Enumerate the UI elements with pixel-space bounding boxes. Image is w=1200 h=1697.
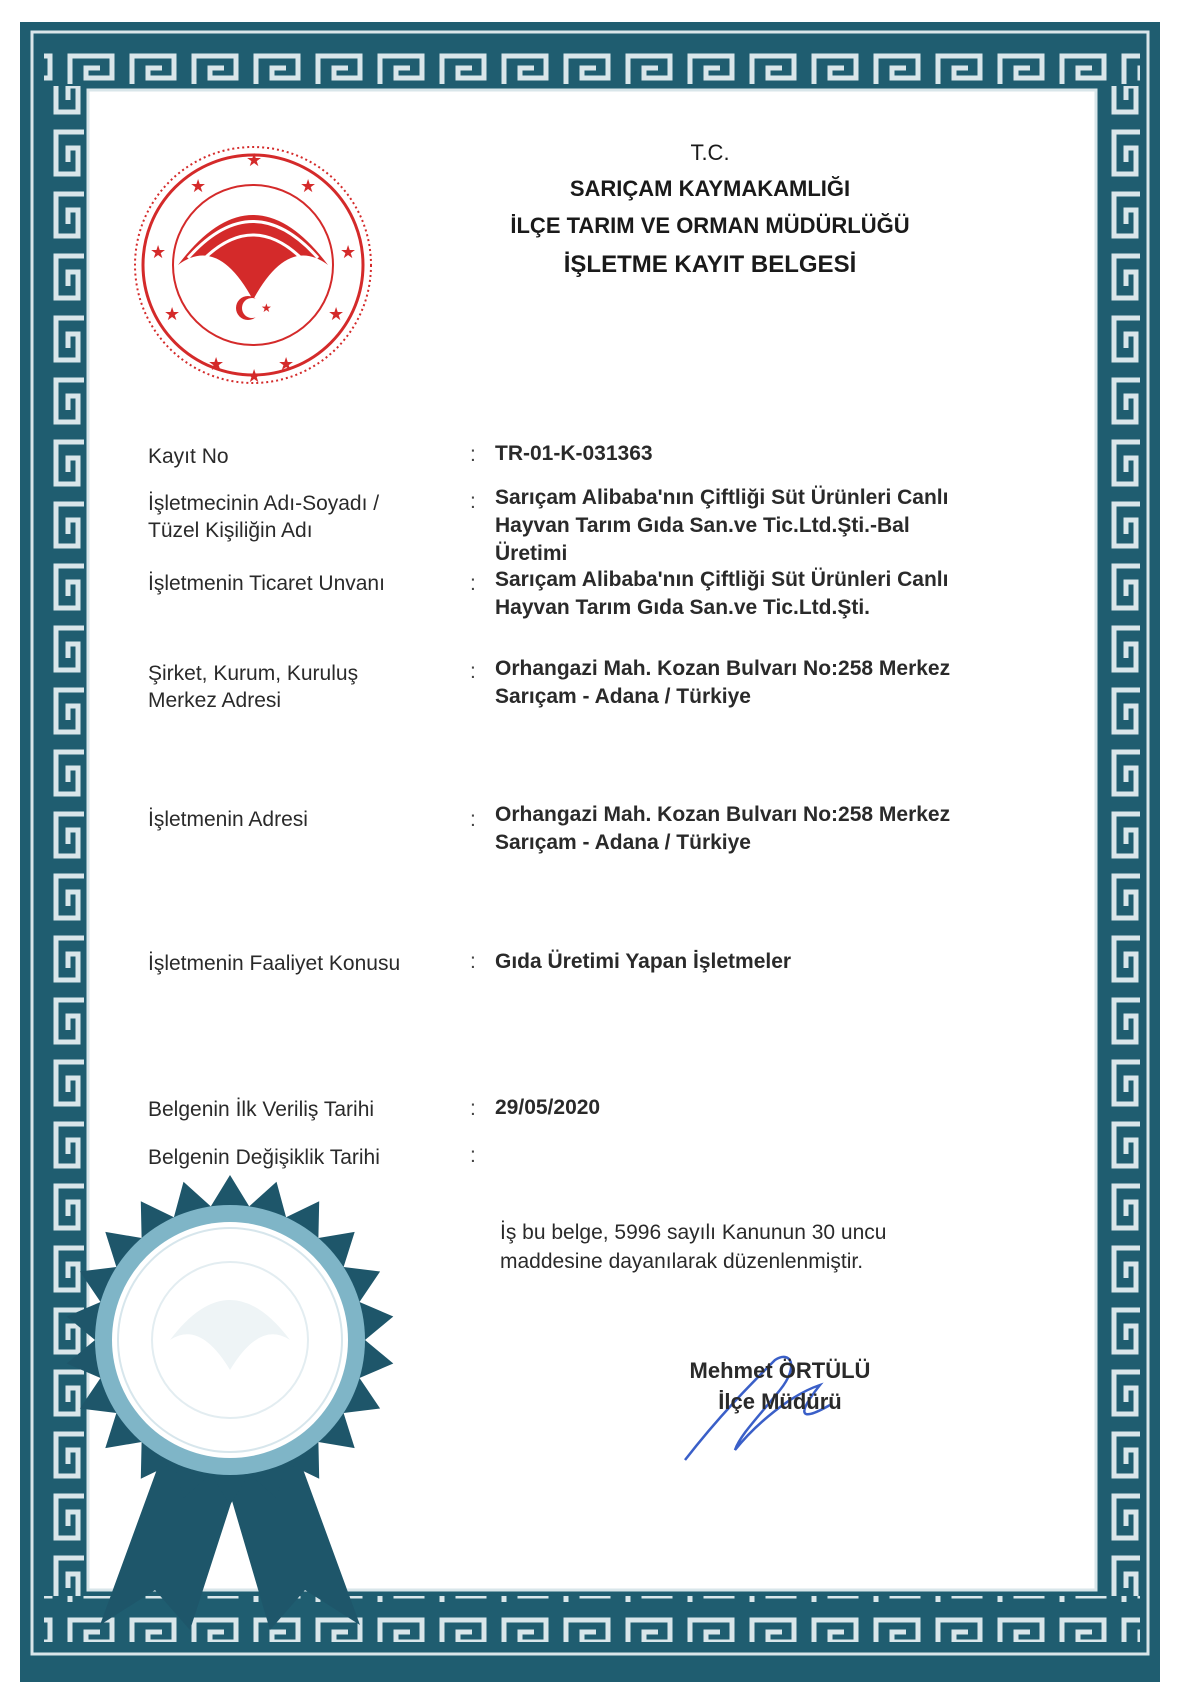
label-registration-no: Kayıt No	[148, 445, 229, 468]
value-operator-name	[495, 484, 1055, 568]
value-operator-name-line3: Üretimi	[495, 542, 568, 565]
value-business-address-line2: Sarıçam - Adana / Türkiye	[495, 831, 751, 854]
value-hq-address-line2: Sarıçam - Adana / Türkiye	[495, 685, 751, 708]
svg-text:★: ★	[300, 176, 317, 197]
svg-text:★: ★	[340, 242, 357, 263]
ministry-seal-logo	[128, 140, 378, 390]
svg-text:★: ★	[150, 242, 167, 263]
svg-text:★: ★	[208, 354, 225, 375]
legal-note-line2: maddesine dayanılarak düzenlenmiştir.	[500, 1250, 864, 1273]
svg-text:★: ★	[246, 150, 263, 171]
svg-text:★: ★	[278, 354, 295, 375]
colon: :	[470, 1097, 476, 1120]
svg-text:★: ★	[328, 304, 345, 325]
label-hq-address	[148, 660, 448, 714]
label-business-address: İşletmenin Adresi	[148, 808, 308, 831]
header-tc: T.C.	[690, 140, 730, 165]
colon: :	[470, 572, 476, 595]
document-title: İŞLETME KAYIT BELGESİ	[563, 251, 857, 278]
value-operator-name-line1: Sarıçam Alibaba'nın Çiftliği Süt Ürünleri Canlı	[495, 486, 949, 509]
value-registration-no: TR-01-K-031363	[495, 442, 653, 465]
legal-note	[500, 1218, 980, 1276]
label-operator-name-line1: İşletmecinin Adı-Soyadı /	[148, 492, 380, 515]
value-business-address	[495, 801, 1055, 857]
label-hq-address-line2: Merkez Adresi	[148, 689, 282, 712]
colon: :	[470, 950, 476, 973]
label-operator-name-line2: Tüzel Kişiliğin Adı	[148, 519, 313, 542]
value-trade-name-line1: Sarıçam Alibaba'nın Çiftliği Süt Ürünleri Canlı	[495, 568, 949, 591]
label-operator-name	[148, 490, 448, 544]
legal-note-line1: İş bu belge, 5996 sayılı Kanunun 30 uncu	[500, 1221, 887, 1244]
value-activity: Gıda Üretimi Yapan İşletmeler	[495, 950, 792, 973]
signatory-name: Mehmet ÖRTÜLÜ	[689, 1358, 871, 1383]
svg-text:★: ★	[190, 176, 207, 197]
label-first-issue-date: Belgenin İlk Veriliş Tarihi	[148, 1098, 375, 1121]
signature-block	[650, 1355, 910, 1417]
colon: :	[470, 490, 476, 513]
rosette-seal	[60, 1170, 440, 1630]
svg-text:★: ★	[246, 366, 263, 387]
colon: :	[470, 808, 476, 831]
value-first-issue-date: 29/05/2020	[495, 1096, 601, 1119]
header-district-governorship: SARIÇAM KAYMAKAMLIĞI	[569, 176, 851, 201]
label-hq-address-line1: Şirket, Kurum, Kuruluş	[148, 662, 359, 685]
value-trade-name	[495, 566, 1055, 622]
value-business-address-line1: Orhangazi Mah. Kozan Bulvarı No:258 Merkez	[495, 803, 951, 826]
label-change-date: Belgenin Değişiklik Tarihi	[148, 1146, 380, 1169]
header-directorate: İLÇE TARIM VE ORMAN MÜDÜRLÜĞÜ	[510, 213, 910, 238]
colon: :	[470, 1144, 476, 1167]
signatory-title: İlçe Müdürü	[718, 1389, 842, 1414]
value-hq-address	[495, 655, 1055, 711]
value-hq-address-line1: Orhangazi Mah. Kozan Bulvarı No:258 Merkez	[495, 657, 951, 680]
label-trade-name: İşletmenin Ticaret Unvanı	[148, 572, 385, 595]
colon: :	[470, 443, 476, 466]
svg-text:★: ★	[261, 301, 272, 315]
label-activity: İşletmenin Faaliyet Konusu	[148, 952, 401, 975]
colon: :	[470, 660, 476, 683]
svg-text:★: ★	[164, 304, 181, 325]
value-trade-name-line2: Hayvan Tarım Gıda San.ve Tic.Ltd.Şti.	[495, 596, 871, 619]
value-operator-name-line2: Hayvan Tarım Gıda San.ve Tic.Ltd.Şti.-Bal	[495, 514, 910, 537]
